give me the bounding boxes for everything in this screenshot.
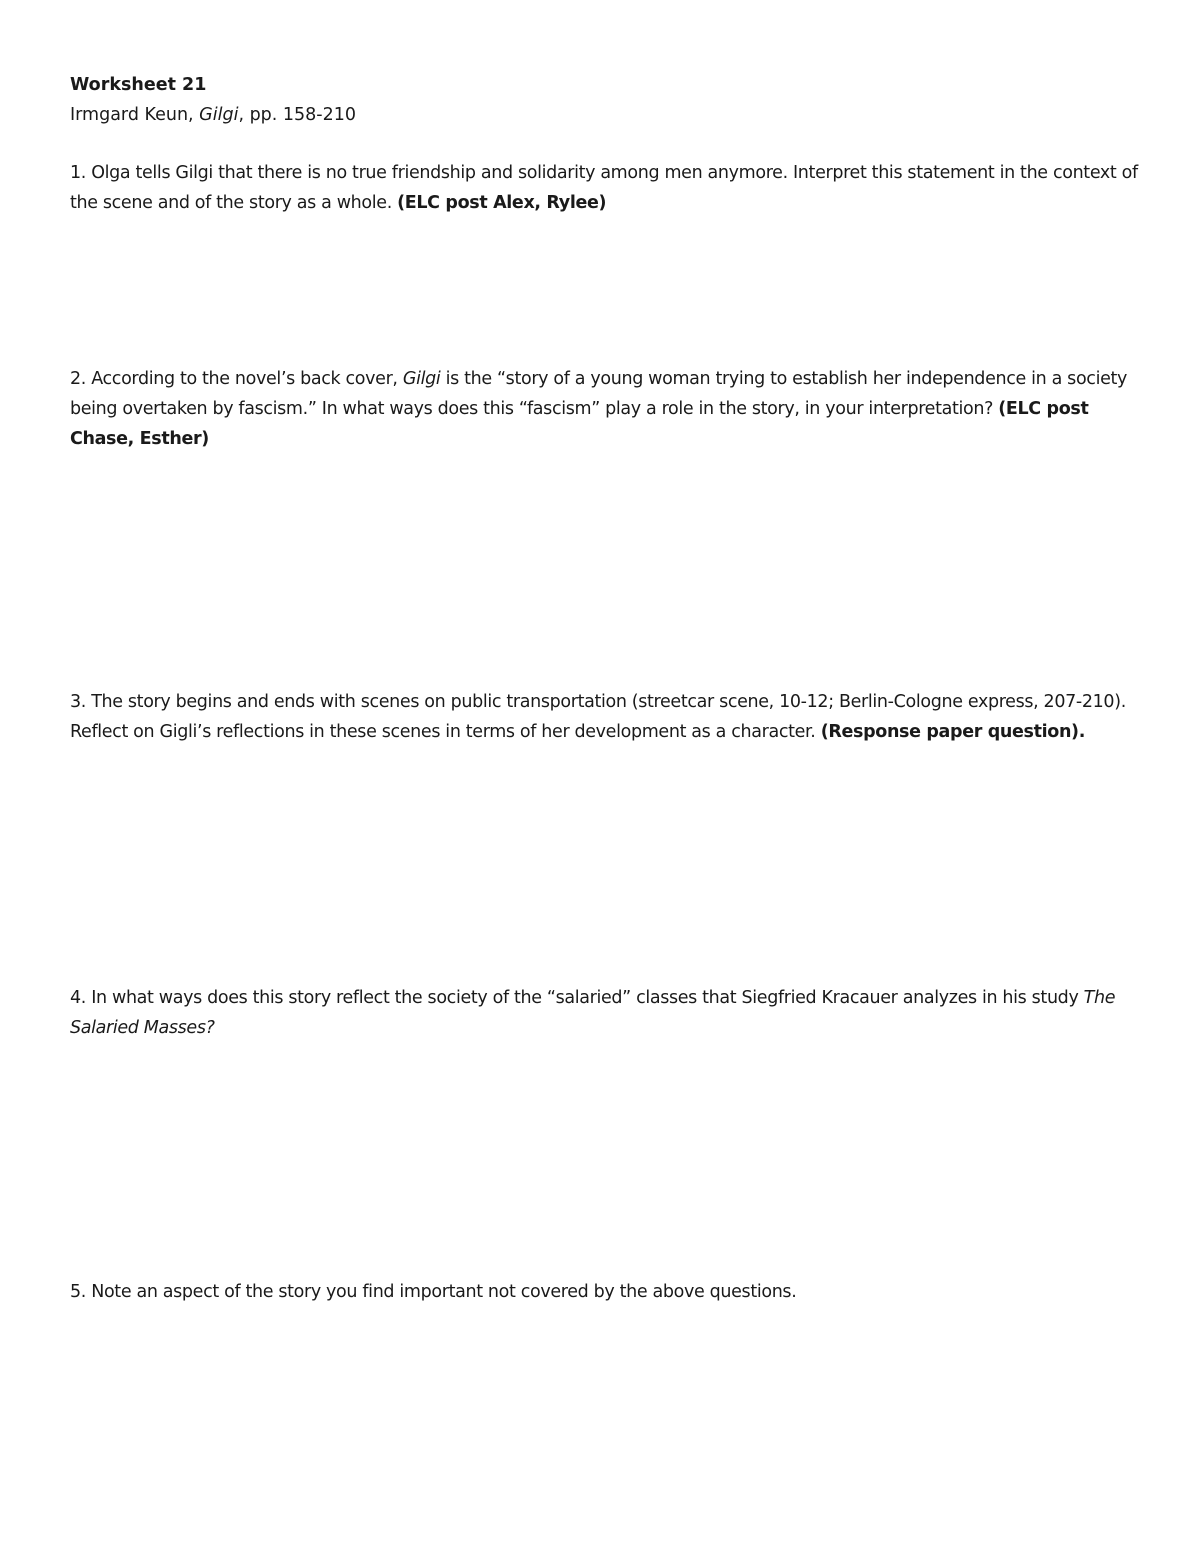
question-1 xyxy=(70,158,1140,218)
question-2-book-title: Gilgi xyxy=(402,369,441,389)
question-3-note: (Response paper question). xyxy=(820,722,1085,742)
question-2-text: is the “story of a young woman trying to establish her independence in a society being overtaken by fascism.” In what ways does this “fascism” play a role in the story, in your interpretation? xyxy=(70,369,1128,419)
subtitle-book-title: Gilgi xyxy=(199,105,239,125)
question-4-text: 4. In what ways does this story reflect the society of the “salaried” classes that Siegfried Kracauer analyzes in his study xyxy=(70,988,1084,1008)
subtitle-author: Irmgard Keun, xyxy=(70,105,200,125)
worksheet-subtitle xyxy=(70,103,356,127)
question-3 xyxy=(70,687,1140,747)
question-2 xyxy=(70,364,1140,454)
question-5 xyxy=(70,1277,1140,1307)
question-2-prefix: 2. According to the novel’s back cover, xyxy=(70,369,403,389)
question-2-note: (ELC post Chase, Esther) xyxy=(70,399,1089,449)
question-1-note: (ELC post Alex, Rylee) xyxy=(397,193,607,213)
question-4 xyxy=(70,983,1140,1043)
question-3-text: 3. The story begins and ends with scenes on public transportation (streetcar scene, 10-12; Berlin-Cologne express, 207-210). Reflect on Gigli’s reflections in these scenes in terms of her development as a character. xyxy=(70,692,1126,742)
question-5-text: 5. Note an aspect of the story you find important not covered by the above questions. xyxy=(70,1282,797,1302)
question-4-book-title: The Salaried Masses? xyxy=(70,988,1116,1038)
subtitle-pages: , pp. 158-210 xyxy=(238,105,357,125)
question-1-text: 1. Olga tells Gilgi that there is no true friendship and solidarity among men anymore. Interpret this statement in the context of the scene and of the story as a whole. xyxy=(70,163,1138,213)
worksheet-title: Worksheet 21 xyxy=(70,75,207,95)
